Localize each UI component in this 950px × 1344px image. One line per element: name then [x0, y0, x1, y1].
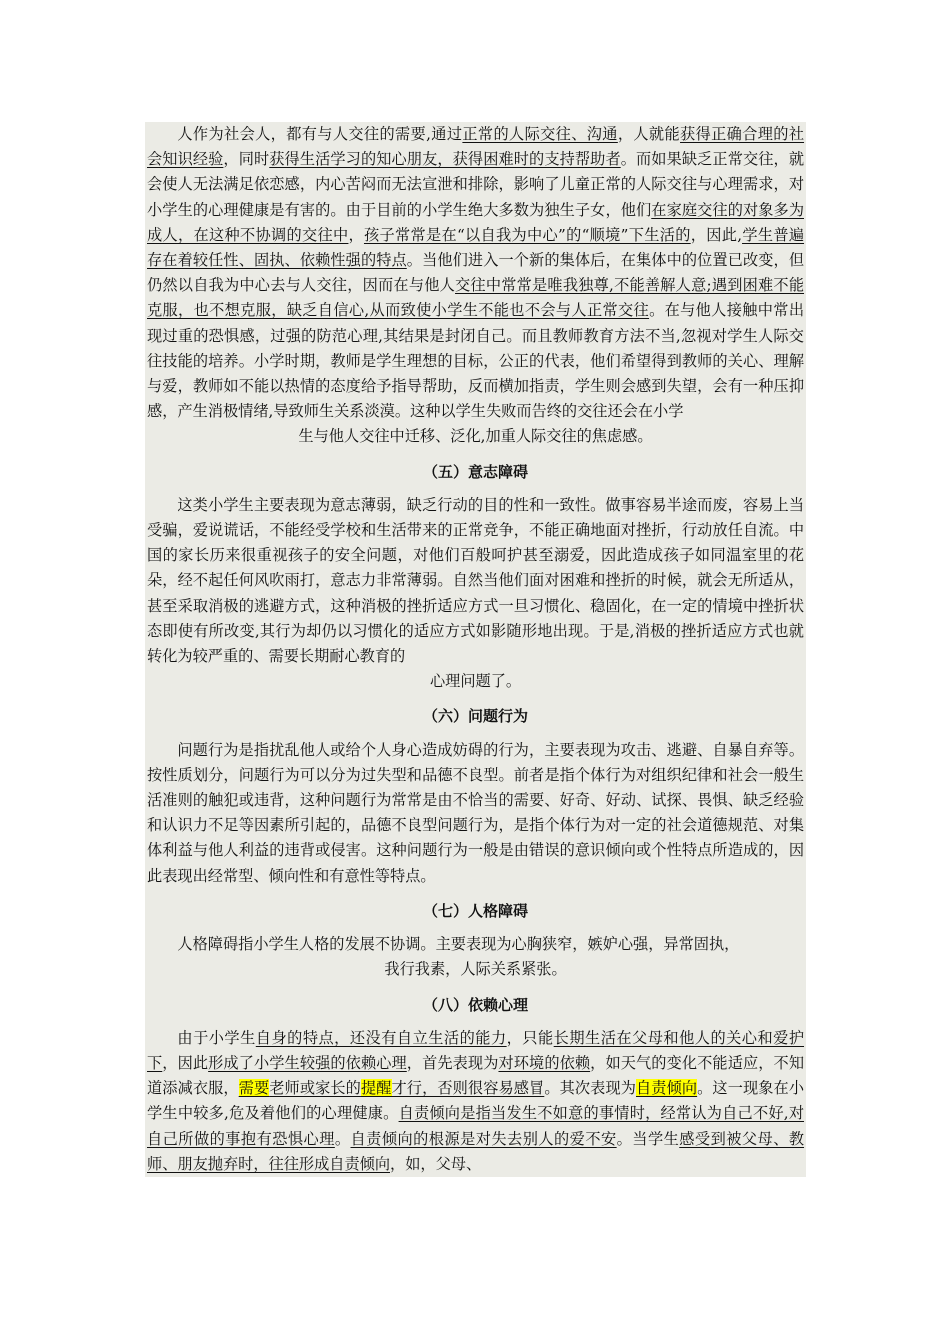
text-run: ，只能 — [506, 1028, 554, 1047]
text-run: 人作为社会人，都有与人交往的需要,通过 — [177, 125, 463, 143]
text-run: 。 — [334, 1129, 351, 1148]
highlighted-underlined-phrase: 自责倾向 — [636, 1079, 698, 1098]
text-run: 。其次表现为 — [544, 1079, 636, 1098]
underlined-phrase: 正常的人际交往、沟通 — [462, 125, 618, 143]
text-run: 。当他们进入一个新的集体后，在集体中的位置已改变，但仍然以自我为中心去与人交往，因而在与他人 — [147, 251, 804, 295]
text-run: ，首先表现为 — [406, 1053, 499, 1072]
text-run: 问题行为是指扰乱他人或给个人身心造成妨碍的行为，主要表现为攻击、逃避、自暴自弃等。按性质划分，问题行为可以分为过失型和品德不良型。前者是指个体行为对组织纪律和社会一般生活准则的触犯或违背，这种问题行为常常是由不恰当的需要、好奇、好动、试探、畏惧、缺乏经验和认识力不足等因素所引起的，品德不良型问题行为，是指个体行为对一定的社会道德规范、对集体利益与他人利益的违背或侵害。这种问题行为一般是由错误的意识倾向或个性特点所造成的，因此表现出经常型、倾向性和有意性等特点。 — [147, 740, 804, 885]
underlined-phrase: 自身的特点，还没有自立生活的能力 — [255, 1028, 507, 1047]
text-run: 。这一现象在小学生中较多,危及着他们的心理健康。 — [147, 1079, 804, 1123]
text-run: ，如天气的变化不能适应，不知道添减衣服， — [147, 1053, 804, 1098]
underlined-phrase: 学生普遍存在着较任性、固执、依赖性强的特点 — [147, 225, 805, 270]
text-run: ， — [348, 225, 364, 244]
paragraph-personality-text — [177, 935, 739, 953]
underlined-phrase: 获得正确合理的社会知识经验 — [147, 125, 805, 169]
highlighted-underlined-phrase: 提醒 — [360, 1079, 392, 1098]
underlined-phrase: 老师或家长的 — [269, 1079, 361, 1098]
underlined-phrase: 对环境的依赖 — [498, 1053, 591, 1072]
underlined-phrase: 长期生活在父母和他人的关心和爱护下 — [147, 1028, 805, 1072]
text-run: 。当学生 — [616, 1129, 680, 1148]
paragraph-personality-last-line: 我行我素，人际关系紧张。 — [384, 960, 567, 979]
heading-dependency: （八）依赖心理 — [422, 995, 528, 1014]
heading-personality: （七）人格障碍 — [422, 901, 528, 920]
highlighted-underlined-phrase: 需要 — [238, 1079, 270, 1098]
underlined-phrase: 获得生活学习的知心朋友，获得困难时的支持帮助者 — [269, 150, 621, 169]
text-run: 这类小学生主要表现为意志薄弱，缺乏行动的目的性和一致性。做事容易半途而废，容易上当受骗，爱说谎话，不能经受学校和生活带来的正常竞争，不能正确地面对挫折，行动放任自流。中国的家长历来很重视孩子的安全问题，对他们百般呵护甚至溺爱，因此造成孩子如同温室里的花朵，经不起任何风吹雨打，意志力非常薄弱。自然当他们面对困难和挫折的时候，就会无所适从，甚至采取消极的逃避方式，这种消极的挫折适应方式一旦习惯化、稳固化，在一定的情境中挫折状态即使有所改变,其行为却仍以习惯化的适应方式如影随形地出现。于是,消极的挫折适应方式也就转化为较严重的、需要长期耐心教育的 — [147, 495, 804, 666]
paragraph-behavior — [145, 738, 806, 889]
paragraph-behavior-text — [147, 741, 804, 885]
paragraph-dependency-text — [147, 1029, 804, 1173]
text-run: 。在与他人接触中常出现过重的恐惧感，过强的防范心理,其结果是封闭自己。而且教师教育方法不当,忽视对学生人际交往技能的培养。小学时期，教师是学生理想的目标，公正的代表，他们希望得到教师的关心、理解与爱，教师如不能以热情的态度给予指导帮助，反而横加指责，学生则会感到失望，会有一种压抑感，产生消极情绪,导致师生关系淡漠。这种以学生失败而告终的交往还会在小学 — [147, 301, 805, 421]
text-run: ，人就能 — [617, 125, 681, 143]
paragraph-social-last-line: 生与他人交往中迁移、泛化,加重人际交往的焦虑感。 — [298, 427, 653, 446]
text-run: 。而如果缺乏正常交往，就会使人无法满足依恋感，内心苦闷而无法宣泄和排除，影响了儿童正常的人际交往与心理需求，对小学生的心理健康是有害的。由于目前的小学生绝大多数为独生子女，他们 — [147, 150, 804, 219]
text-run: ，因此 — [162, 1053, 209, 1072]
text-run: 由于小学生 — [177, 1028, 256, 1047]
paragraph-dependency — [145, 1026, 806, 1177]
text-run: ，如，父母、 — [390, 1154, 482, 1173]
underlined-phrase: 感受到被父母、教师、朋友抛弃时，往往形成自责倾向 — [147, 1129, 805, 1173]
underlined-phrase: 自责倾向的根源是对失去别人的爱不安 — [350, 1129, 617, 1148]
paragraph-will-text — [147, 496, 804, 665]
text-run: ，因此, — [690, 225, 743, 244]
heading-behavior: （六）问题行为 — [422, 707, 528, 726]
paragraph-will — [145, 493, 806, 695]
paragraph-personality — [145, 932, 806, 982]
paragraph-social — [145, 122, 806, 450]
underlined-phrase: 才行，否则很容易感冒 — [391, 1079, 545, 1098]
underlined-phrase: 交往中常常是唯我独尊,不能善解人意;遇到困难不能克服，也不想克服，缺乏自信心,从而致使小学生不能也不会与人正常交往 — [147, 276, 805, 320]
text-run: ，同时 — [223, 150, 270, 169]
document-body — [145, 122, 806, 1177]
underlined-phrase: 形成了小学生较强的依赖心理 — [208, 1053, 407, 1072]
paragraph-will-last-line: 心理问题了。 — [429, 672, 522, 691]
underlined-phrase: 孩子常常是在“以自我为中心”的“顺境”下生活的 — [363, 225, 691, 244]
text-run: 人格障碍指小学生人格的发展不协调。主要表现为心胸狭窄，嫉妒心强，异常固执， — [177, 935, 740, 954]
underlined-phrase: 在家庭交往的对象多为成人，在这种不协调的交往中 — [147, 200, 804, 244]
underlined-phrase: 自责倾向是指当发生不如意的事情时，经常认为自己不好,对自己所做的事抱有恐惧心理 — [147, 1104, 805, 1148]
paragraph-social-text — [147, 125, 804, 420]
heading-will: （五）意志障碍 — [422, 462, 528, 481]
